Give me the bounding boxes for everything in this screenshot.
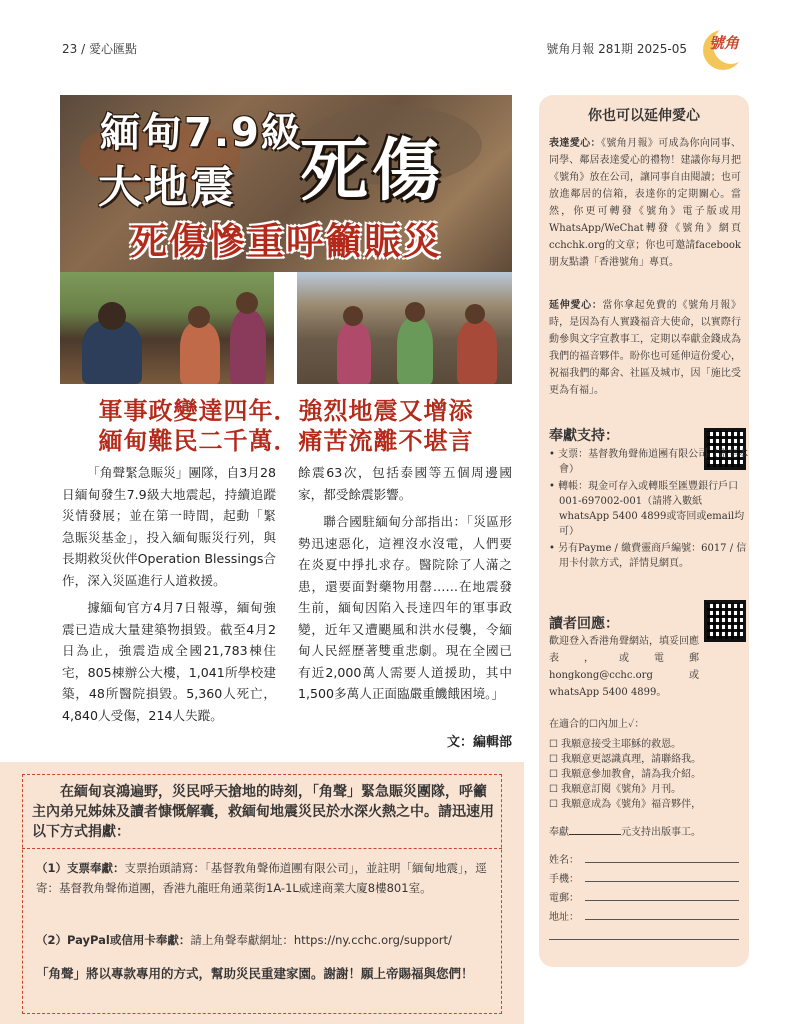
reply-qr-code-icon[interactable] <box>704 600 746 642</box>
appeal-heading: 在緬甸哀鴻遍野，災民呼天搶地的時刻，「角聲」緊急賑災團隊，呼籲主內弟兄姊妹及讀者慷慨解囊，救緬甸地震災民於水深火熱之中。請迅速用以下方式捐獻： <box>32 784 494 840</box>
response-option[interactable]: ☐ 我願意成為《號角》福音夥伴， <box>549 797 745 812</box>
extend-love-label: 延伸愛心： <box>549 300 603 311</box>
banner-title-line2: 大地震 <box>98 162 236 213</box>
sidebar-title: 你也可以延伸愛心 <box>588 108 700 124</box>
paypal-method-label: （2）PayPal或信用卡奉獻： <box>36 933 191 947</box>
banner-title-line1: 緬甸7.9級 <box>100 110 303 156</box>
page-section-label: 23 / 愛心匯點 <box>62 42 137 56</box>
response-option[interactable]: ☐ 我願意更認識真理，請聯絡我。 <box>549 752 745 767</box>
article-paragraph-2: 據緬甸官方4月7日報導，緬甸強震已造成大量建築物損毀。截至4月2日為止，強震造成全國21,783棟住宅，805棟辦公大樓，1,041所學校建築，48所醫院損毀。5,360人死亡，4,840人受傷，214人失蹤。 <box>62 600 276 723</box>
options-intro: 在適合的☐內加上✓： <box>549 719 645 730</box>
logo-text: 號角 <box>709 34 740 52</box>
magazine-logo <box>701 26 749 70</box>
express-love-paragraph <box>549 135 741 271</box>
banner-subtitle: 死傷慘重呼籲賑災 <box>130 220 442 263</box>
reply-text: 歡迎登入香港角聲網站，填妥回應表，或電郵hongkong@cchc.org或whatsApp 5400 4899。 <box>549 636 699 698</box>
headline-line2: 緬甸難民二千萬．痛苦流離不堪言 <box>98 427 474 455</box>
phone-field[interactable] <box>549 870 739 884</box>
article-column-1 <box>62 462 276 732</box>
appeal-closing: 「角聲」將以專款專用的方式，幫助災民重建家園。謝謝！願上帝賜福與您們！ <box>36 966 474 981</box>
response-options <box>549 737 745 812</box>
donate-item: • 支票：基督教角聲佈道團有限公司（寄至本會） <box>549 447 749 477</box>
article-paragraph-3: 餘震63次，包括泰國等五個周邊國家，都受餘震影響。 <box>298 465 512 502</box>
issue-label: 號角月報 281期 2025-05 <box>546 42 687 56</box>
name-field[interactable] <box>549 851 739 865</box>
offer-prefix: 奉獻 <box>549 827 569 838</box>
offer-amount-field[interactable] <box>569 825 621 835</box>
article-paragraph-1: 「角聲緊急賑災」團隊，自3月28日緬甸發生7.9級大地震起，持續追蹤災情發展；並在第一時間，起動「緊急賑災基金」，投入緬甸賑災行列，與長期救災伙伴Operation Blessings合作，深入災區進行人道救援。 <box>62 465 276 588</box>
banner-big-text: 死傷 <box>300 132 445 211</box>
name-field-label: 姓名： <box>549 855 579 866</box>
article-paragraph-4: 聯合國駐緬甸分部指出：「災區形勢迅速惡化，這裡沒水沒電，人們要在炎夏中掙扎求存。醫院除了人滿之患，還要面對藥物用罄……在地震發生前，緬甸因陷入長達四年的軍事政變，近年又遭颶風和洪水侵襲，令緬甸人民經歷著雙重悲劇。現在全國已有近2,000萬人需要人道援助，其中1,500多萬人正面臨嚴重饑餓困境。」 <box>298 514 512 701</box>
response-option[interactable]: ☐ 我願意接受主耶穌的救恩。 <box>549 737 745 752</box>
paypal-method <box>36 930 500 950</box>
sidebar-panel <box>539 95 749 967</box>
express-love-text: 《號角月報》可成為你向同事、同學、鄰居表達愛心的禮物！建議你每月把《號角》放在公司，讓同事自由閱讀；也可放進鄰居的信箱，表達你的定期關心。當然，你更可轉發《號角》電子版或用WhatsApp/WeChat轉發《號角》網頁cchchk.org的文章；你也可邀請facebook朋友點讚「香港號角」專頁。 <box>549 138 742 268</box>
relief-photo-left <box>60 272 274 384</box>
express-love-label: 表達愛心： <box>549 138 601 149</box>
donate-title: 奉獻支持： <box>549 428 619 444</box>
offer-suffix: 元支持出版事工。 <box>621 827 701 838</box>
cheque-method-text: 支票抬頭請寫：「基督教角聲佈道團有限公司」，並註明「緬甸地震」，逕寄：基督教角聲佈道團，香港九龍旺角通菜街1A-1L威達商業大廈8樓801室。 <box>36 861 487 895</box>
response-option[interactable]: ☐ 我願意訂閱《號角》月刊。 <box>549 782 745 797</box>
email-field[interactable] <box>549 889 739 903</box>
article-byline: 文：編輯部 <box>446 735 512 750</box>
response-option[interactable]: ☐ 我願意參加教會，請為我介紹。 <box>549 767 745 782</box>
address-field-line2[interactable] <box>549 939 739 940</box>
extend-love-text: 當你拿起免費的《號角月報》時，是因為有人實踐福音大使命，以實際行動參與文字宣教事工，定期以奉獻金錢成為我們的福音夥伴。盼你也可延伸這份愛心，祝福我們的鄰舍、社區及城市，因「施比受更為有福」。 <box>549 300 742 396</box>
email-field-label: 電郵： <box>549 893 579 904</box>
donate-item: • 轉帳：現金可存入或轉賬至匯豐銀行戶口001-697002-001（請將入數紙whatsApp 5400 4899或寄回或email均可） <box>549 479 749 539</box>
address-field[interactable] <box>549 908 739 922</box>
donation-appeal-box <box>0 762 524 1024</box>
article-column-2 <box>298 462 512 711</box>
phone-field-label: 手機： <box>549 874 579 885</box>
article-headline <box>60 396 512 456</box>
cheque-method-label: （1）支票奉獻： <box>36 861 125 875</box>
cheque-method <box>36 858 500 898</box>
offer-line <box>549 823 701 838</box>
relief-photo-right <box>297 272 512 384</box>
headline-banner <box>60 95 512 272</box>
paypal-method-link[interactable]: 請上角聲奉獻網址：https://ny.cchc.org/support/ <box>190 933 452 947</box>
extend-love-paragraph <box>549 297 741 399</box>
headline-line1: 軍事政變達四年．強烈地震又增添 <box>98 397 474 425</box>
donate-list <box>549 447 749 573</box>
reply-title: 讀者回應： <box>549 616 619 632</box>
donate-item: • 另有Payme / 繳費靈商戶編號：6017 / 信用卡付款方式，詳情見網頁。 <box>549 541 749 571</box>
address-field-label: 地址： <box>549 912 579 923</box>
